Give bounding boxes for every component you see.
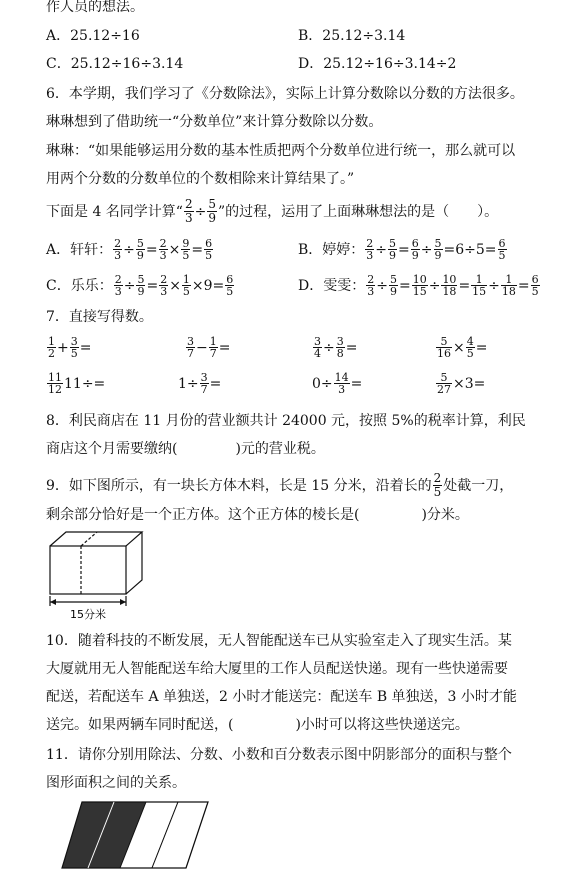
q6-option-c[interactable] [46,274,235,297]
divide-sign: ÷ [420,241,433,258]
fraction: $\frac{3}{8}$ [336,335,344,360]
fraction: $\frac{3}{7}$ [200,371,208,396]
option-b-tail: =6÷5= [443,241,497,258]
arrow-left-icon [50,599,56,605]
fraction: $\frac{2}{3}$ [114,273,122,298]
fraction: $\frac{5}{16}$ [437,335,451,360]
dimension-label: 15分米 [70,608,106,621]
fraction: $\frac{6}{9}$ [411,237,419,262]
q7-item-5 [46,372,105,395]
q7-item-6 [178,372,221,395]
option-label: A．轩轩： [46,241,113,258]
equals-sign: = [191,241,204,258]
minus-sign: − [196,339,208,356]
q6-line-1: 6．本学期，我们学习了《分数除法》，实际上计算分数除以分数的方法很多。 [46,86,524,102]
fraction: $\frac{6}{5}$ [531,273,539,298]
fraction: $\frac{5}{9}$ [389,237,397,262]
fraction: $\frac{3}{4}$ [314,335,321,360]
divide-sign: ÷ [123,241,135,258]
parallelogram-figure [56,800,216,869]
fraction: $\frac{2}{3}$ [366,237,374,262]
fraction: $\frac{2}{3}$ [367,273,375,298]
fraction: $\frac{1}{2}$ [48,335,55,360]
divide-sign: ÷ [376,277,388,294]
equals-sign: = [345,339,358,356]
q5-option-c[interactable] [46,55,183,73]
q6-line5-pre: 下面是 4 名同学计算“ [46,203,183,220]
equals-sign: = [145,241,158,258]
fraction: $\frac{5}{9}$ [434,237,442,262]
fraction: $\frac{1}{15}$ [472,273,487,298]
cuboid-figure [46,526,156,622]
q6-option-b[interactable] [298,238,508,261]
equals-sign: = [79,339,92,356]
q6-option-d[interactable] [298,274,541,297]
fraction: $\frac{10}{18}$ [442,273,457,298]
q7-item-3 [312,336,357,359]
fraction: $\frac{5}{9}$ [389,273,397,298]
equals-sign: = [218,339,231,356]
equals-sign: = [146,277,159,294]
q6-line-2: 琳琳想到了借助统一“分数单位”来计算分数除以分数。 [46,114,383,130]
divide-sign: ÷ [194,203,207,220]
times-sign: × [169,277,181,294]
divide-sign: ÷ [428,277,441,294]
divide-sign: ÷ [375,241,388,258]
fraction: $\frac{5}{9}$ [137,273,145,298]
q6-line5-post: ”的过程，运用了上面琳琳想法的是（ ）。 [217,203,499,220]
fraction: $\frac{4}{5}$ [466,335,474,360]
times-sign: × [168,241,181,258]
option-text: 25.12÷16÷3.14÷2 [323,56,457,72]
fraction: $\frac{9}{5}$ [182,237,190,262]
option-label: C．乐乐： [46,277,113,294]
fraction: $\frac{3}{5}$ [70,335,78,360]
fraction: $\frac{5}{9}$ [136,237,144,262]
equals-sign: = [398,241,410,258]
q7-item-2 [185,336,230,359]
divide-eleven: 11÷ [64,375,94,392]
q6-line-3: 琳琳：“如果能够运用分数的基本性质把两个分数单位进行统一，那么就可以 [46,143,516,159]
q5-option-a[interactable] [46,27,140,45]
fraction: $\frac{5}{9}$ [208,197,216,225]
zero-divide: 0÷ [312,375,333,392]
option-text: 25.12÷3.14 [322,28,406,44]
cuboid-front-face [50,546,126,594]
option-label: B． [298,28,323,44]
q5-option-d[interactable] [298,55,456,73]
equals-sign: = [93,375,106,392]
q10-line-4: 送完。如果两辆车同时配送，( )小时可以将这些快递送完。 [46,717,469,733]
fraction: $\frac{2}{3}$ [160,273,168,298]
q6-line-4: 用两个分数的分数单位的个数相除来计算结果了。” [46,171,355,187]
fraction: $\frac{6}{5}$ [226,273,234,298]
times-sign: × [453,339,465,356]
option-label: A． [46,28,71,44]
equals-sign: = [517,277,530,294]
equals-sign: = [458,277,471,294]
fraction: $\frac{1}{5}$ [182,273,190,298]
fraction: $\frac{2}{3}$ [114,237,122,262]
q5-option-b[interactable] [298,27,405,45]
equals-sign: = [350,375,363,392]
plus-sign: + [57,339,69,356]
fraction: $\frac{2}{5}$ [433,471,442,499]
fraction: $\frac{2}{3}$ [184,197,193,225]
equals-sign: = [475,339,488,356]
q10-line-2: 大厦就用无人智能配送车给大厦里的工作人员配送快递。现有一些快递需要 [46,661,508,677]
fraction: $\frac{14}{3}$ [334,371,349,396]
fraction: $\frac{1}{18}$ [501,273,516,298]
fraction: $\frac{1}{7}$ [209,335,217,360]
cuboid-top-face [50,532,142,546]
q6-line-5 [46,198,498,225]
divide-sign: ÷ [123,277,136,294]
q7-item-1 [46,336,91,359]
times-three: ×3= [453,375,486,392]
option-label: C． [46,56,71,72]
q7-title: 7．直接写得数。 [46,309,153,325]
equals-sign: = [209,375,222,392]
text-line-top: 作人员的想法。 [46,0,144,15]
q8-line-1: 8．利民商店在 11 月份的营业额共计 24000 元，按照 5%的税率计算，利民 [46,413,526,429]
q7-item-8 [435,372,485,395]
q10-line-1: 10．随着科技的不断发展，无人智能配送车已从实验室走入了现实生活。某 [46,633,512,649]
cuboid-side-face [126,532,142,594]
times-nine: ×9= [191,277,225,294]
q9-line-2: 剩余部分恰好是一个正方体。这个正方体的棱长是( )分米。 [46,507,469,523]
q10-line-3: 配送，若配送车 A 单独送，2 小时才能送完：配送车 B 单独送，3 小时才能 [46,689,517,705]
fraction: $\frac{2}{3}$ [159,237,167,262]
option-text: 25.12÷16÷3.14 [70,56,184,72]
option-label: D．雯雯： [298,277,366,294]
fraction: $\frac{6}{5}$ [498,237,506,262]
q8-line-2: 商店这个月需要缴纳( )元的营业税。 [46,441,325,457]
one-divide: 1÷ [178,375,199,392]
fraction: $\frac{11}{12}$ [48,371,62,396]
divide-sign: ÷ [323,339,335,356]
fraction: $\frac{10}{15}$ [412,273,427,298]
option-text: 25.12÷16 [70,28,140,44]
q11-line-2: 图形面积之间的关系。 [46,775,186,791]
option-label: B．婷婷： [298,241,365,258]
q11-line-1: 11．请你分别用除法、分数、小数和百分数表示图中阴影部分的面积与整个 [46,747,512,763]
option-label: D． [298,56,324,72]
cut-line-top [81,532,97,546]
q7-item-4 [435,336,487,359]
arrow-right-icon [120,599,126,605]
q7-item-7 [312,372,362,395]
q9-line-1: 9．如下图所示，有一块长方体木料，长是 15 分米，沿着长的 $\frac{2}{5}$ 处截一刀， [46,471,514,499]
fraction: $\frac{6}{5}$ [205,237,213,262]
fraction: $\frac{3}{7}$ [187,335,194,360]
equals-sign: = [398,277,411,294]
q6-option-a[interactable] [46,238,214,261]
fraction: $\frac{5}{27}$ [437,371,451,396]
divide-sign: ÷ [488,277,500,294]
